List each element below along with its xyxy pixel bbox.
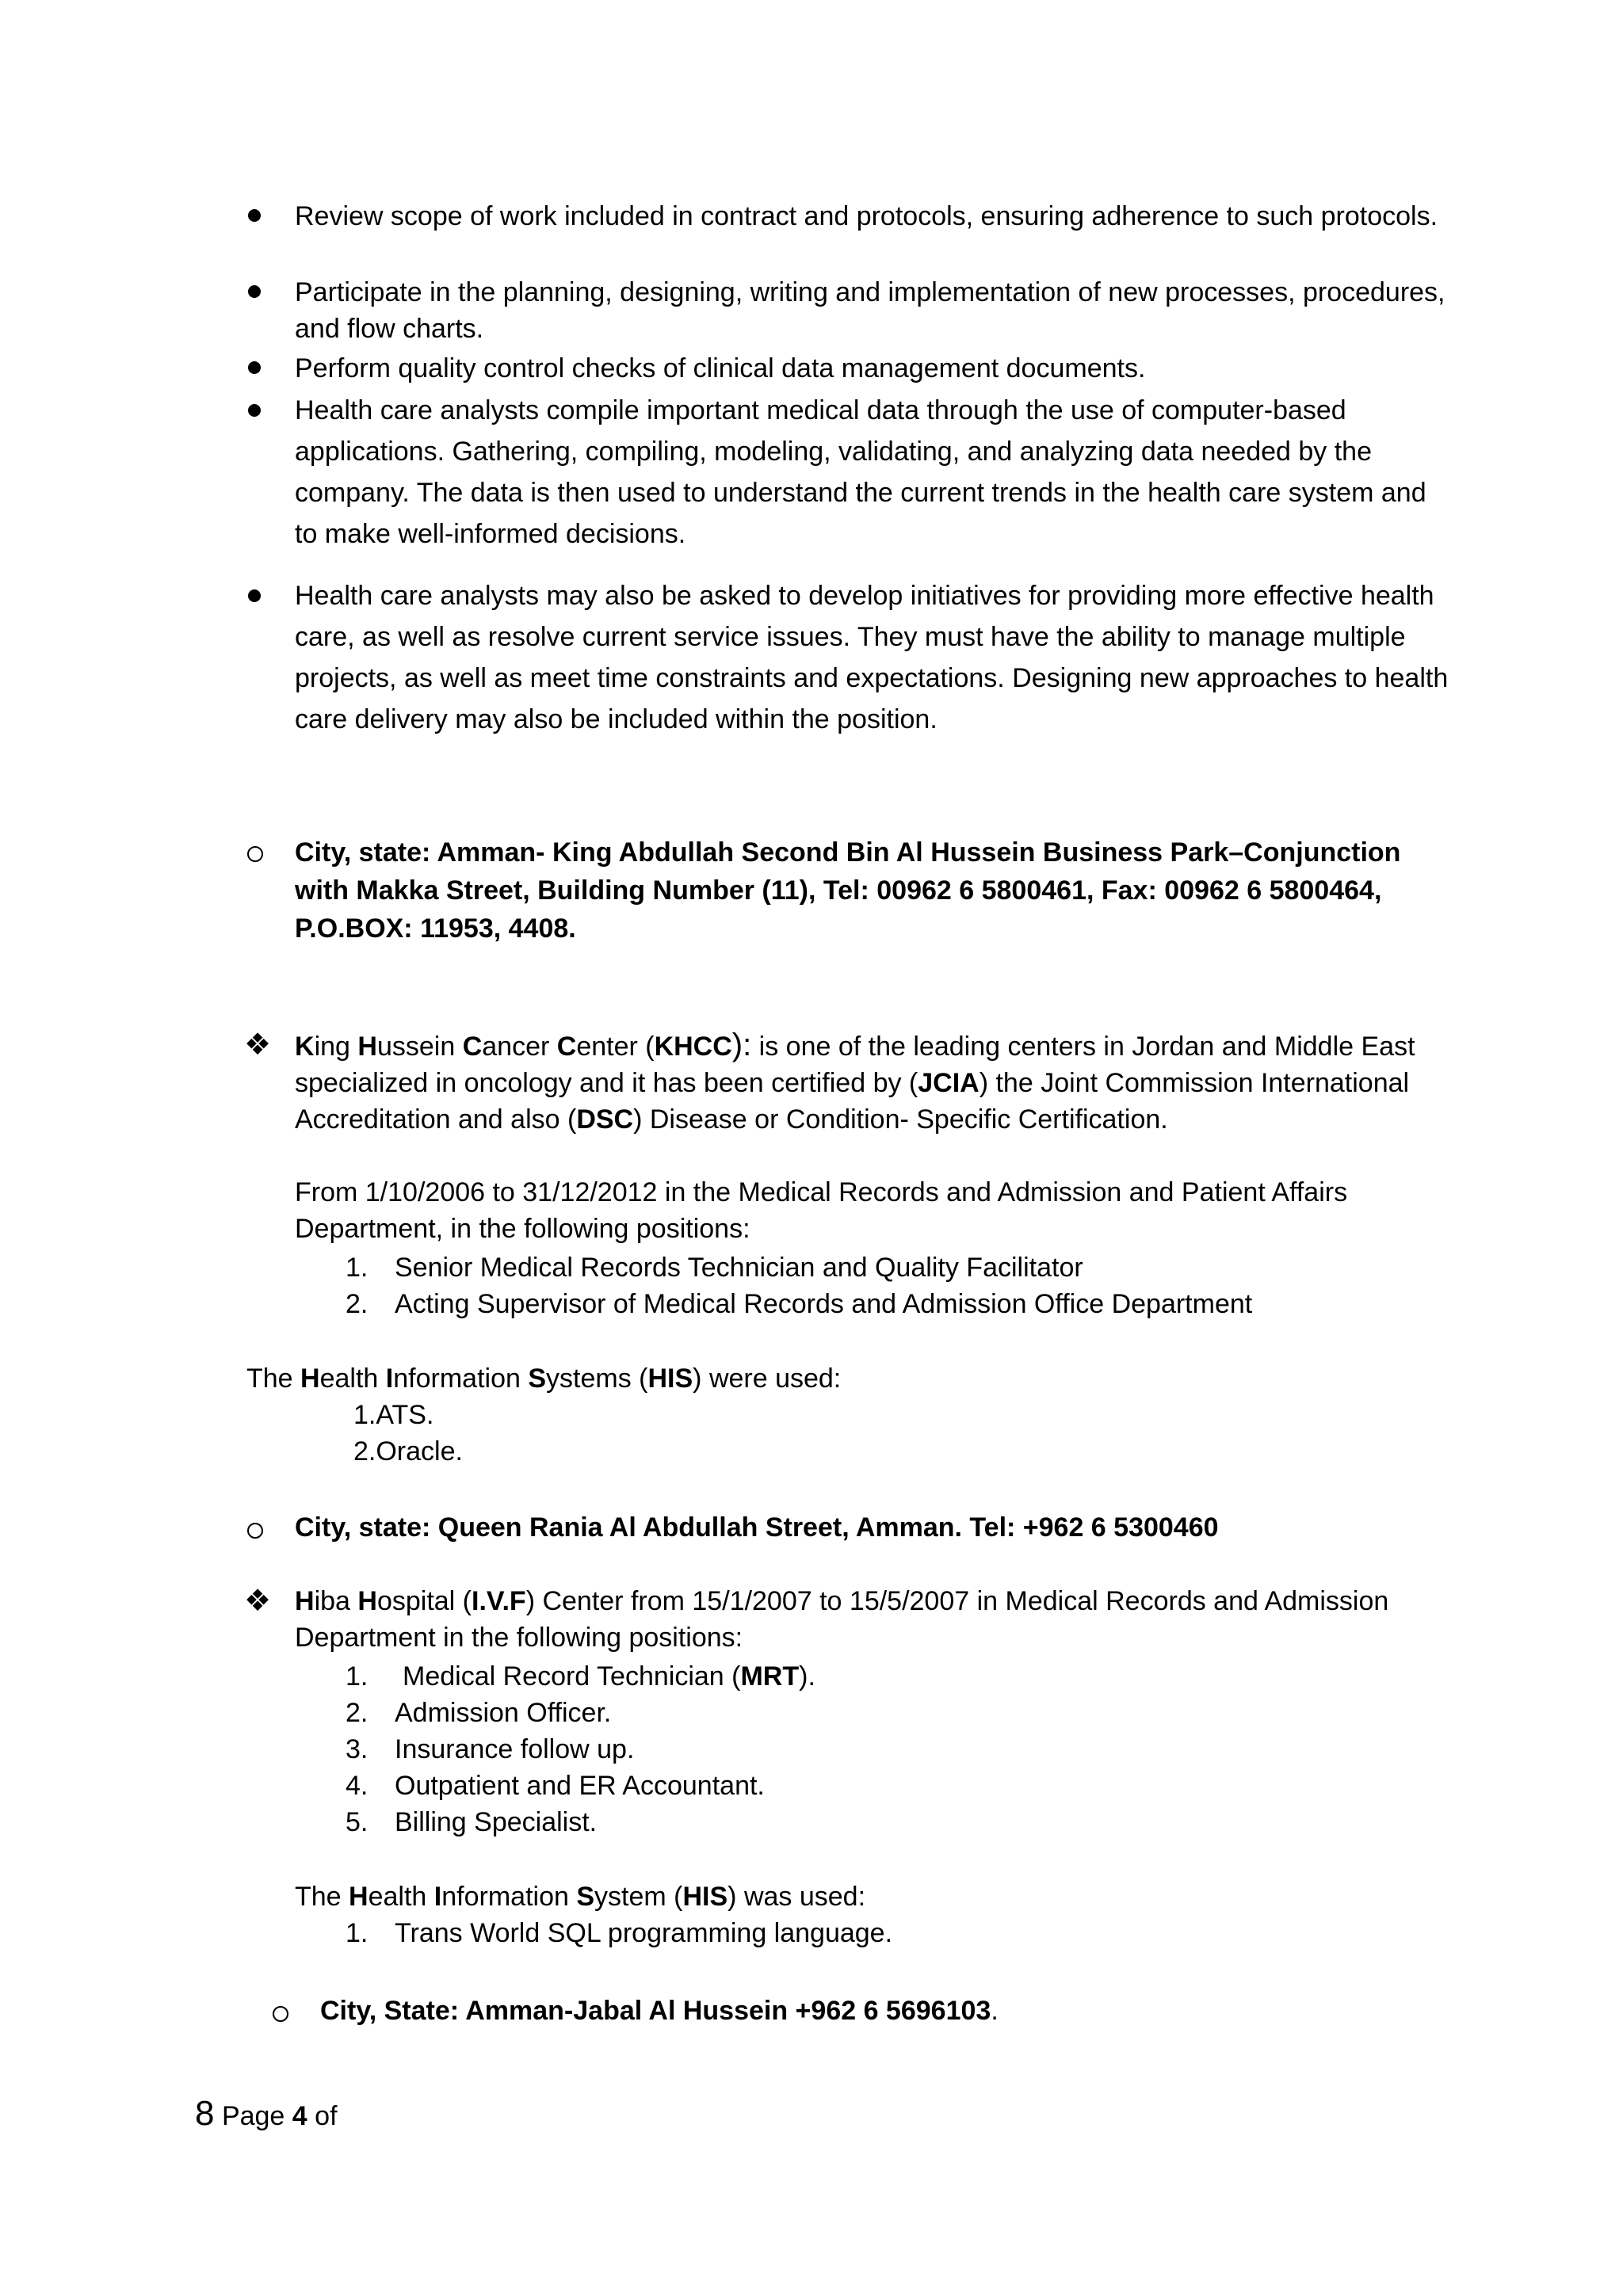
his2-item-num: 1. xyxy=(346,1918,369,1948)
hiba-position-num: 5. xyxy=(346,1807,369,1837)
bullet-icon xyxy=(248,209,261,222)
his-item: 2.Oracle. xyxy=(353,1436,463,1466)
circle-bullet-icon xyxy=(247,1523,263,1539)
hiba-position-num: 3. xyxy=(346,1734,369,1764)
hiba-position-num: 1. xyxy=(346,1661,369,1691)
hiba-position-5: Billing Specialist. xyxy=(395,1807,598,1837)
khcc-position-1: 1. xyxy=(346,1253,369,1283)
his2-item: Trans World SQL programming language. xyxy=(395,1918,893,1948)
address-3: City, State: Amman-Jabal Al Hussein +962 6 5696103. xyxy=(320,1996,999,2026)
bullet-icon xyxy=(248,589,261,602)
khcc-description: King Hussein Cancer Center (KHCC): is one of the leading centers in Jordan and Middle East specialized in oncology and it has been certified by (JCIA) the Joint Commission International Accreditation and also (DSC) Disease or Condition- Specific Certification. xyxy=(295,1028,1415,1135)
bullet-icon xyxy=(248,361,261,374)
bullet-text-5: Health care analysts may also be asked to develop initiatives for providing more effective health care, as well as resolve current service issues. They must have the ability to manage multiple projects, as well as meet time constraints and expectations. Designing new approaches to health care delivery may also be included within the position. xyxy=(295,581,1449,734)
hiba-position-4: Outpatient and ER Accountant. xyxy=(395,1771,765,1801)
bullet-icon xyxy=(248,404,261,417)
his-label-1: The Health Information Systems (HIS) were used: xyxy=(246,1363,842,1394)
his-item: 1.ATS. xyxy=(353,1400,434,1430)
khcc-position-2-text: Acting Supervisor of Medical Records and Admission Office Department xyxy=(395,1289,1253,1319)
his-label-2: The Health Information System (HIS) was used: xyxy=(295,1882,866,1912)
khcc-position-1-text: Senior Medical Records Technician and Quality Facilitator xyxy=(395,1253,1083,1283)
hiba-position-3: Insurance follow up. xyxy=(395,1734,635,1764)
bullet-text-1: Review scope of work included in contract and protocols, ensuring adherence to such protocols. xyxy=(295,201,1438,231)
bullet-text-2: Participate in the planning, designing, writing and implementation of new processes, procedures, and flow charts. xyxy=(295,277,1445,344)
page-footer: 8 Page 4 of xyxy=(195,2094,338,2133)
khcc-period: From 1/10/2006 to 31/12/2012 in the Medical Records and Admission and Patient Affairs Department, in the following positions: xyxy=(295,1177,1348,1244)
address-1: City, state: Amman- King Abdullah Second Bin Al Hussein Business Park–Conjunction with Makka Street, Building Number (11), Tel: 00962 6 5800461, Fax: 00962 6 5800464, P.O.BOX: 11953, 4408. xyxy=(295,837,1401,944)
hiba-position-num: 4. xyxy=(346,1771,369,1801)
khcc-position-2: 2. xyxy=(346,1289,369,1319)
hiba-description: Hiba Hospital (I.V.F) Center from 15/1/2007 to 15/5/2007 in Medical Records and Admission Department in the following positions: xyxy=(295,1586,1389,1653)
bullet-icon xyxy=(248,285,261,298)
bullet-text-4: Health care analysts compile important medical data through the use of computer-based applications. Gathering, compiling, modeling, validating, and analyzing data needed by the company. The data is then used to understand the current trends in the health care system and to make well-informed decisions. xyxy=(295,395,1426,549)
circle-bullet-icon xyxy=(273,2006,288,2022)
hiba-position-2: Admission Officer. xyxy=(395,1698,612,1728)
diamond-bullet-icon: ❖ xyxy=(244,1585,272,1618)
diamond-bullet-icon: ❖ xyxy=(244,1028,272,1062)
address-2: City, state: Queen Rania Al Abdullah Street, Amman. Tel: +962 6 5300460 xyxy=(295,1512,1219,1543)
hiba-position-num: 2. xyxy=(346,1698,369,1728)
bullet-text-3: Perform quality control checks of clinical data management documents. xyxy=(295,353,1146,383)
circle-bullet-icon xyxy=(247,846,263,862)
hiba-position-1: Medical Record Technician (MRT). xyxy=(403,1661,815,1691)
